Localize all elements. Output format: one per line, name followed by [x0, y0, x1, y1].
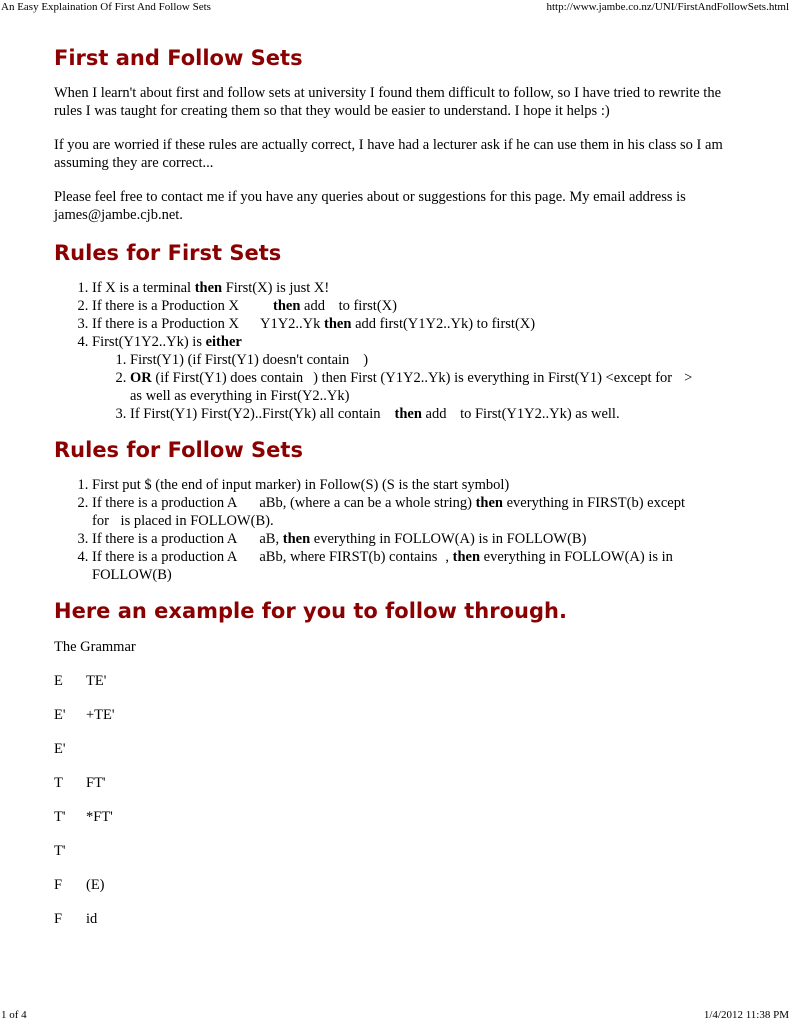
intro-paragraph-2: If you are worried if these rules are actually correct, I have had a lecturer ask if he can use them in his class so I am assuming they are correct...: [54, 137, 723, 171]
print-header: [0, 0, 791, 14]
grammar-label: The Grammar: [54, 639, 136, 655]
grammar-production: F id: [54, 911, 98, 927]
follow-rule-4: 4. If there is a production A aBb, where FIRST(b) contains , then everything in FOLLOW(A) is in FOLLOW(B): [92, 548, 744, 584]
grammar-production: T' *FT': [54, 809, 113, 825]
first-rule-4-sublist: [92, 351, 744, 423]
print-footer-page: 1 of 4: [1, 1009, 27, 1021]
first-rule-4-2: 2. OR (if First(Y1) does contain ) then First (Y1Y2..Yk) is everything in First(Y1) <except for > as well as everything in First(Y2..Yk): [130, 369, 744, 405]
print-header-title: An Easy Explaination Of First And Follow Sets: [1, 1, 211, 13]
follow-rules-heading: Rules for Follow Sets: [54, 438, 303, 462]
follow-rule-2: 2. If there is a production A aBb, (where a can be a whole string) then everything in FIRST(b) except for is placed in FOLLOW(B).: [92, 494, 744, 530]
print-header-url: http://www.jambe.co.nz/UNI/FirstAndFollowSets.html: [546, 1, 789, 13]
grammar-production: T': [54, 843, 66, 859]
intro-paragraph-1: When I learn't about first and follow sets at university I found them difficult to follow, so I have tried to rewrite the rules I was taught for creating them so that they would be easier to understand. I hope it helps :): [54, 85, 722, 119]
grammar-production: T FT': [54, 775, 106, 791]
follow-rules-list: [54, 476, 744, 584]
first-rules-list: [54, 279, 744, 423]
first-rules-heading: Rules for First Sets: [54, 241, 282, 265]
grammar-production: E': [54, 741, 66, 757]
page-content: [54, 44, 744, 928]
first-rule-1: 1. If X is a terminal then First(X) is just X!: [92, 279, 744, 297]
grammar-production: E TE': [54, 673, 107, 689]
print-footer-datetime: 1/4/2012 11:38 PM: [703, 1009, 789, 1021]
grammar-production: E' +TE': [54, 707, 115, 723]
first-rule-4-3: 3. If First(Y1) First(Y2)..First(Yk) all contain then add to First(Y1Y2..Yk) as well.: [130, 405, 744, 423]
first-rule-4-1: 1. First(Y1) (if First(Y1) doesn't contain ): [130, 351, 744, 369]
intro-paragraph-3: Please feel free to contact me if you have any queries about or suggestions for this page. My email address is james@jambe.cjb.net.: [54, 189, 686, 223]
first-rule-4: 4. First(Y1Y2..Yk) is either 1. First(Y1) (if First(Y1) doesn't contain ) 2. OR (if First(Y1) does contain ) then First (Y1Y2..Yk) is everything in First(Y1) <except for > as well as everything in First(Y2..Yk) 3. If First(Y1) First(Y2)..First(Yk) all contain then add to First(Y1Y2..Yk) as well.: [92, 333, 744, 423]
print-footer: [0, 1009, 791, 1022]
grammar-production: F (E): [54, 877, 105, 893]
example-heading: Here an example for you to follow through.: [54, 599, 567, 623]
first-rule-2: 2. If there is a Production X then add to first(X): [92, 297, 744, 315]
follow-rule-3: 3. If there is a production A aB, then everything in FOLLOW(A) is in FOLLOW(B): [92, 530, 744, 548]
grammar-productions: [54, 672, 744, 928]
follow-rule-1: 1. First put $ (the end of input marker) in Follow(S) (S is the start symbol): [92, 476, 744, 494]
page-title: First and Follow Sets: [54, 46, 303, 70]
first-rule-3: 3. If there is a Production X Y1Y2..Yk then add first(Y1Y2..Yk) to first(X): [92, 315, 744, 333]
